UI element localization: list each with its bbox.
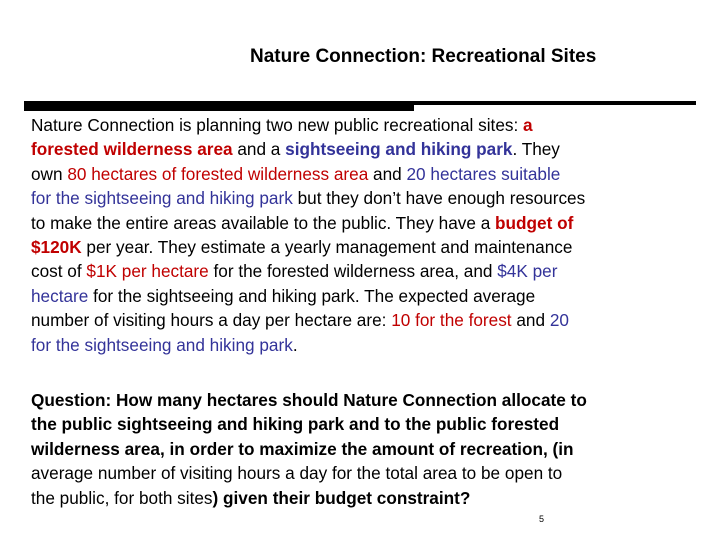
paragraph1-run: . They xyxy=(512,139,560,160)
paragraph1-run: $1K per hectare xyxy=(86,261,209,282)
paragraph1-run: for the sightseeing and hiking park. The expected average xyxy=(88,285,536,306)
paragraph1-run: and xyxy=(368,163,407,184)
paragraph1-run: $4K per xyxy=(497,261,558,282)
paragraph1-run: 20 xyxy=(549,310,569,331)
slide-title: Nature Connection: Recreational Sites xyxy=(250,46,597,67)
paragraph2-run: wilderness area, in order to maximize the amount of recreation, (in xyxy=(31,438,574,459)
paragraph1-run: per year. They estimate a yearly management and maintenance xyxy=(81,237,573,258)
paragraph1-run: for the sightseeing and hiking park xyxy=(31,188,293,209)
paragraph1-run: forested wilderness area xyxy=(31,139,233,160)
paragraph1-run: $120K xyxy=(31,237,82,258)
problem-description xyxy=(31,113,701,357)
paragraph1-run: 80 hectares of forested wilderness area xyxy=(67,163,369,184)
paragraph2-run: the public sightseeing and hiking park and to the public forested xyxy=(31,414,560,435)
paragraph1-run: a xyxy=(523,115,533,135)
paragraph1-run: cost of xyxy=(31,261,87,282)
paragraph1-run: for the sightseeing and hiking park xyxy=(31,334,293,355)
paragraph1-run: own xyxy=(31,163,68,184)
paragraph1-run: 10 for the forest xyxy=(391,310,512,331)
paragraph2-run: Question: How many hectares should Nature Connection allocate to xyxy=(31,390,587,410)
question-text xyxy=(31,388,701,510)
paragraph1-run: hectare xyxy=(31,285,89,306)
paragraph1-run: for the forested wilderness area, and xyxy=(208,261,498,282)
paragraph2-run: ) given their budget constraint? xyxy=(212,487,471,508)
paragraph2-run: the public, for both sites xyxy=(31,487,213,508)
paragraph1-run: . xyxy=(292,334,298,355)
paragraph1-run: budget of xyxy=(495,212,574,233)
paragraph1-run: to make the entire areas available to the public. They have a xyxy=(31,212,496,233)
paragraph1-run: and a xyxy=(232,139,286,160)
paragraph1-run: but they don’t have enough resources xyxy=(292,188,586,209)
paragraph1-run: Nature Connection is planning two new public recreational sites: xyxy=(31,115,524,135)
paragraph1-run: 20 hectares suitable xyxy=(406,163,561,184)
title-underline-thick xyxy=(24,101,414,111)
paragraph2-run: average number of visiting hours a day for the total area to be open to xyxy=(31,463,563,484)
paragraph1-run: and xyxy=(511,310,550,331)
paragraph1-run: sightseeing and hiking park xyxy=(285,139,513,160)
page-number: 5 xyxy=(539,514,545,524)
paragraph1-run: number of visiting hours a day per hectare are: xyxy=(31,310,392,331)
